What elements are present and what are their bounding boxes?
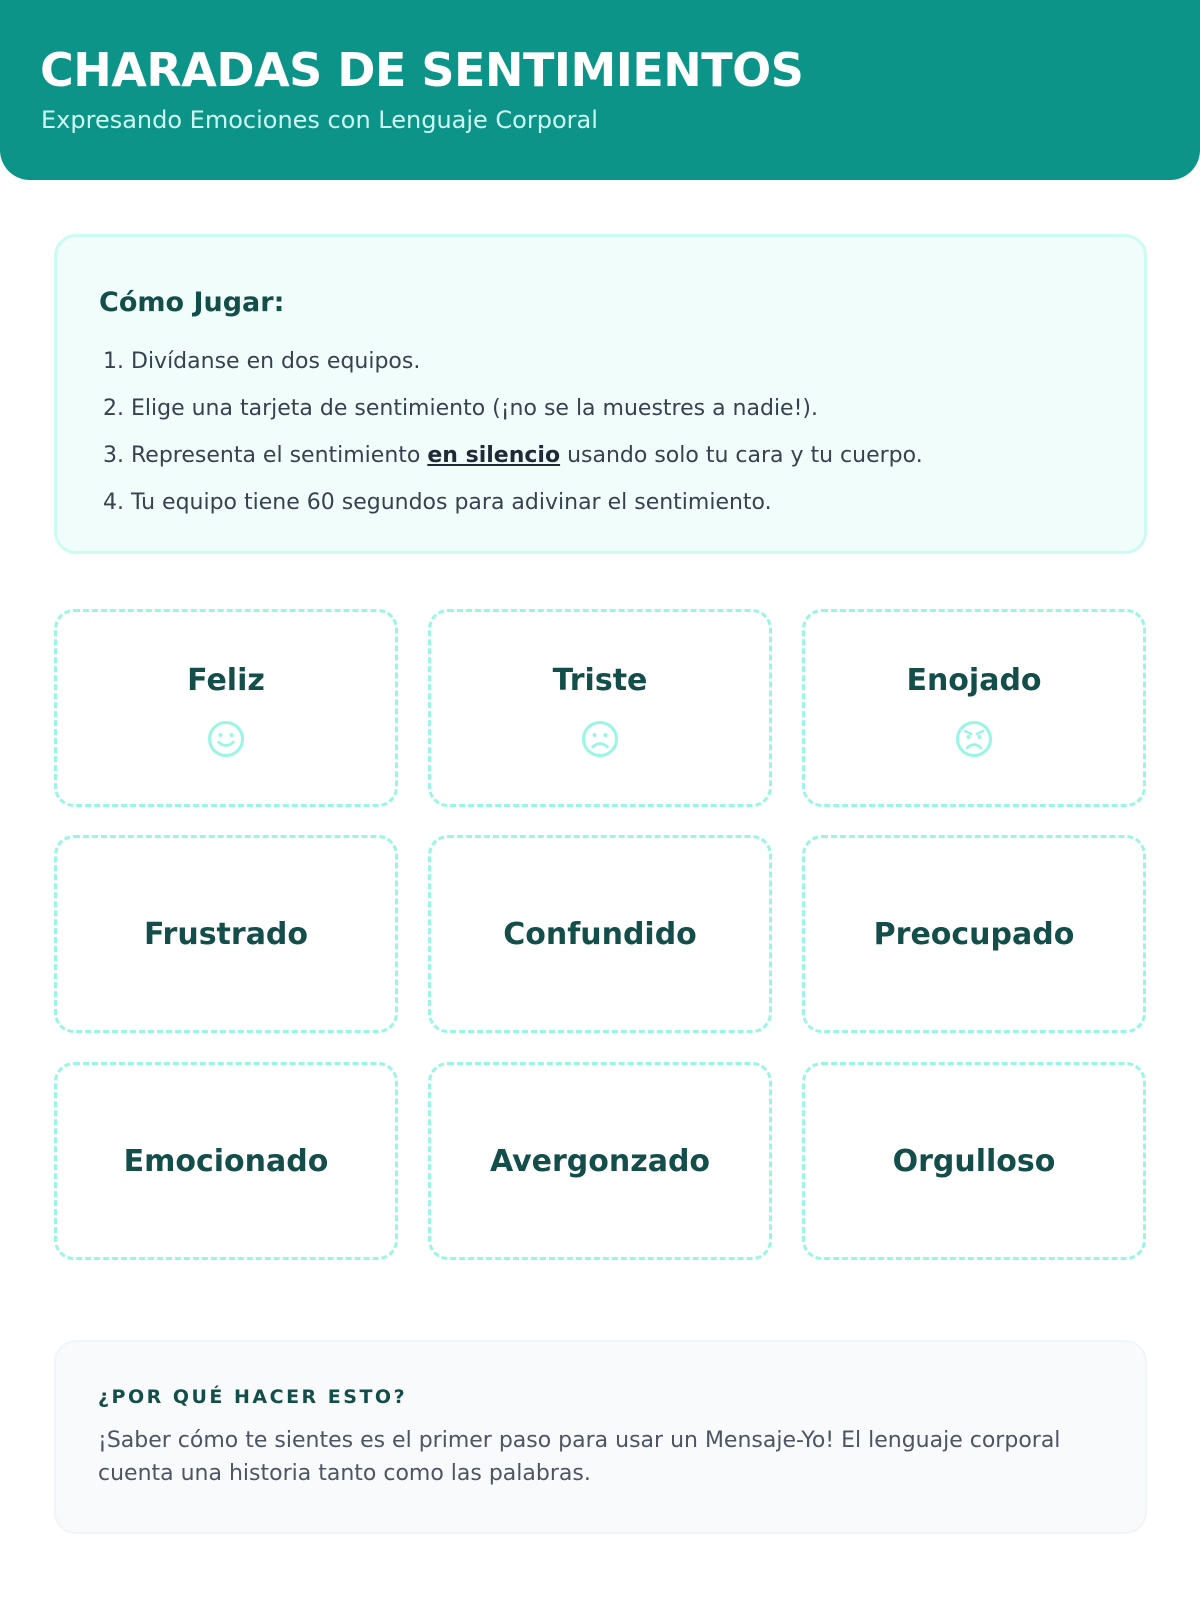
page-header xyxy=(0,0,1200,180)
page-title: CHARADAS DE SENTIMIENTOS xyxy=(40,43,804,97)
feeling-card-label: Enojado xyxy=(906,663,1042,698)
why-panel xyxy=(54,1340,1147,1534)
why-text: ¡Saber cómo te sientes es el primer paso para usar un Mensaje-Yo! El lenguaje corporal cuenta una historia tanto como las palabras. xyxy=(98,1428,1061,1486)
rule-number: 2. xyxy=(103,396,124,421)
feeling-card-label: Frustrado xyxy=(143,917,309,952)
feeling-card-frustrado[interactable] xyxy=(54,835,398,1033)
feeling-card-feliz[interactable] xyxy=(54,609,398,807)
smile-face-icon xyxy=(206,719,246,759)
rule-text: Representa el sentimiento xyxy=(131,443,421,468)
how-to-play-panel xyxy=(54,234,1147,554)
rule-number: 4. xyxy=(103,490,124,515)
rule-item xyxy=(103,338,923,385)
rule-emphasis: en silencio xyxy=(427,443,561,468)
rule-text: Tu equipo tiene 60 segundos para adivinar el sentimiento. xyxy=(131,490,772,515)
feeling-card-triste[interactable] xyxy=(428,609,772,807)
feeling-card-avergonzado[interactable] xyxy=(428,1062,772,1260)
rule-text: usando solo tu cara y tu cuerpo. xyxy=(567,443,923,468)
feeling-card-label: Feliz xyxy=(187,663,265,698)
feeling-card-emocionado[interactable] xyxy=(54,1062,398,1260)
rule-text: Elige una tarjeta de sentimiento (¡no se la muestres a nadie!). xyxy=(131,396,818,421)
rule-item xyxy=(103,479,923,526)
rule-number: 1. xyxy=(103,349,124,374)
feeling-card-label: Orgulloso xyxy=(892,1144,1056,1179)
rules-list xyxy=(103,338,923,526)
rule-text: Divídanse en dos equipos. xyxy=(131,349,421,374)
feeling-card-label: Emocionado xyxy=(123,1144,329,1179)
feeling-card-confundido[interactable] xyxy=(428,835,772,1033)
feeling-card-label: Avergonzado xyxy=(489,1144,711,1179)
rule-item xyxy=(103,432,923,479)
sad-face-icon xyxy=(580,719,620,759)
feeling-card-label: Triste xyxy=(552,663,648,698)
angry-face-icon xyxy=(954,719,994,759)
rule-item xyxy=(103,385,923,432)
feeling-card-orgulloso[interactable] xyxy=(802,1062,1146,1260)
feeling-card-preocupado[interactable] xyxy=(802,835,1146,1033)
how-to-play-title: Cómo Jugar: xyxy=(99,287,285,318)
feeling-card-label: Confundido xyxy=(503,917,697,952)
page-subtitle: Expresando Emociones con Lenguaje Corporal xyxy=(41,106,598,134)
why-title: ¿POR QUÉ HACER ESTO? xyxy=(98,1386,408,1408)
feeling-card-label: Preocupado xyxy=(873,917,1075,952)
rule-number: 3. xyxy=(103,443,124,468)
feeling-card-enojado[interactable] xyxy=(802,609,1146,807)
